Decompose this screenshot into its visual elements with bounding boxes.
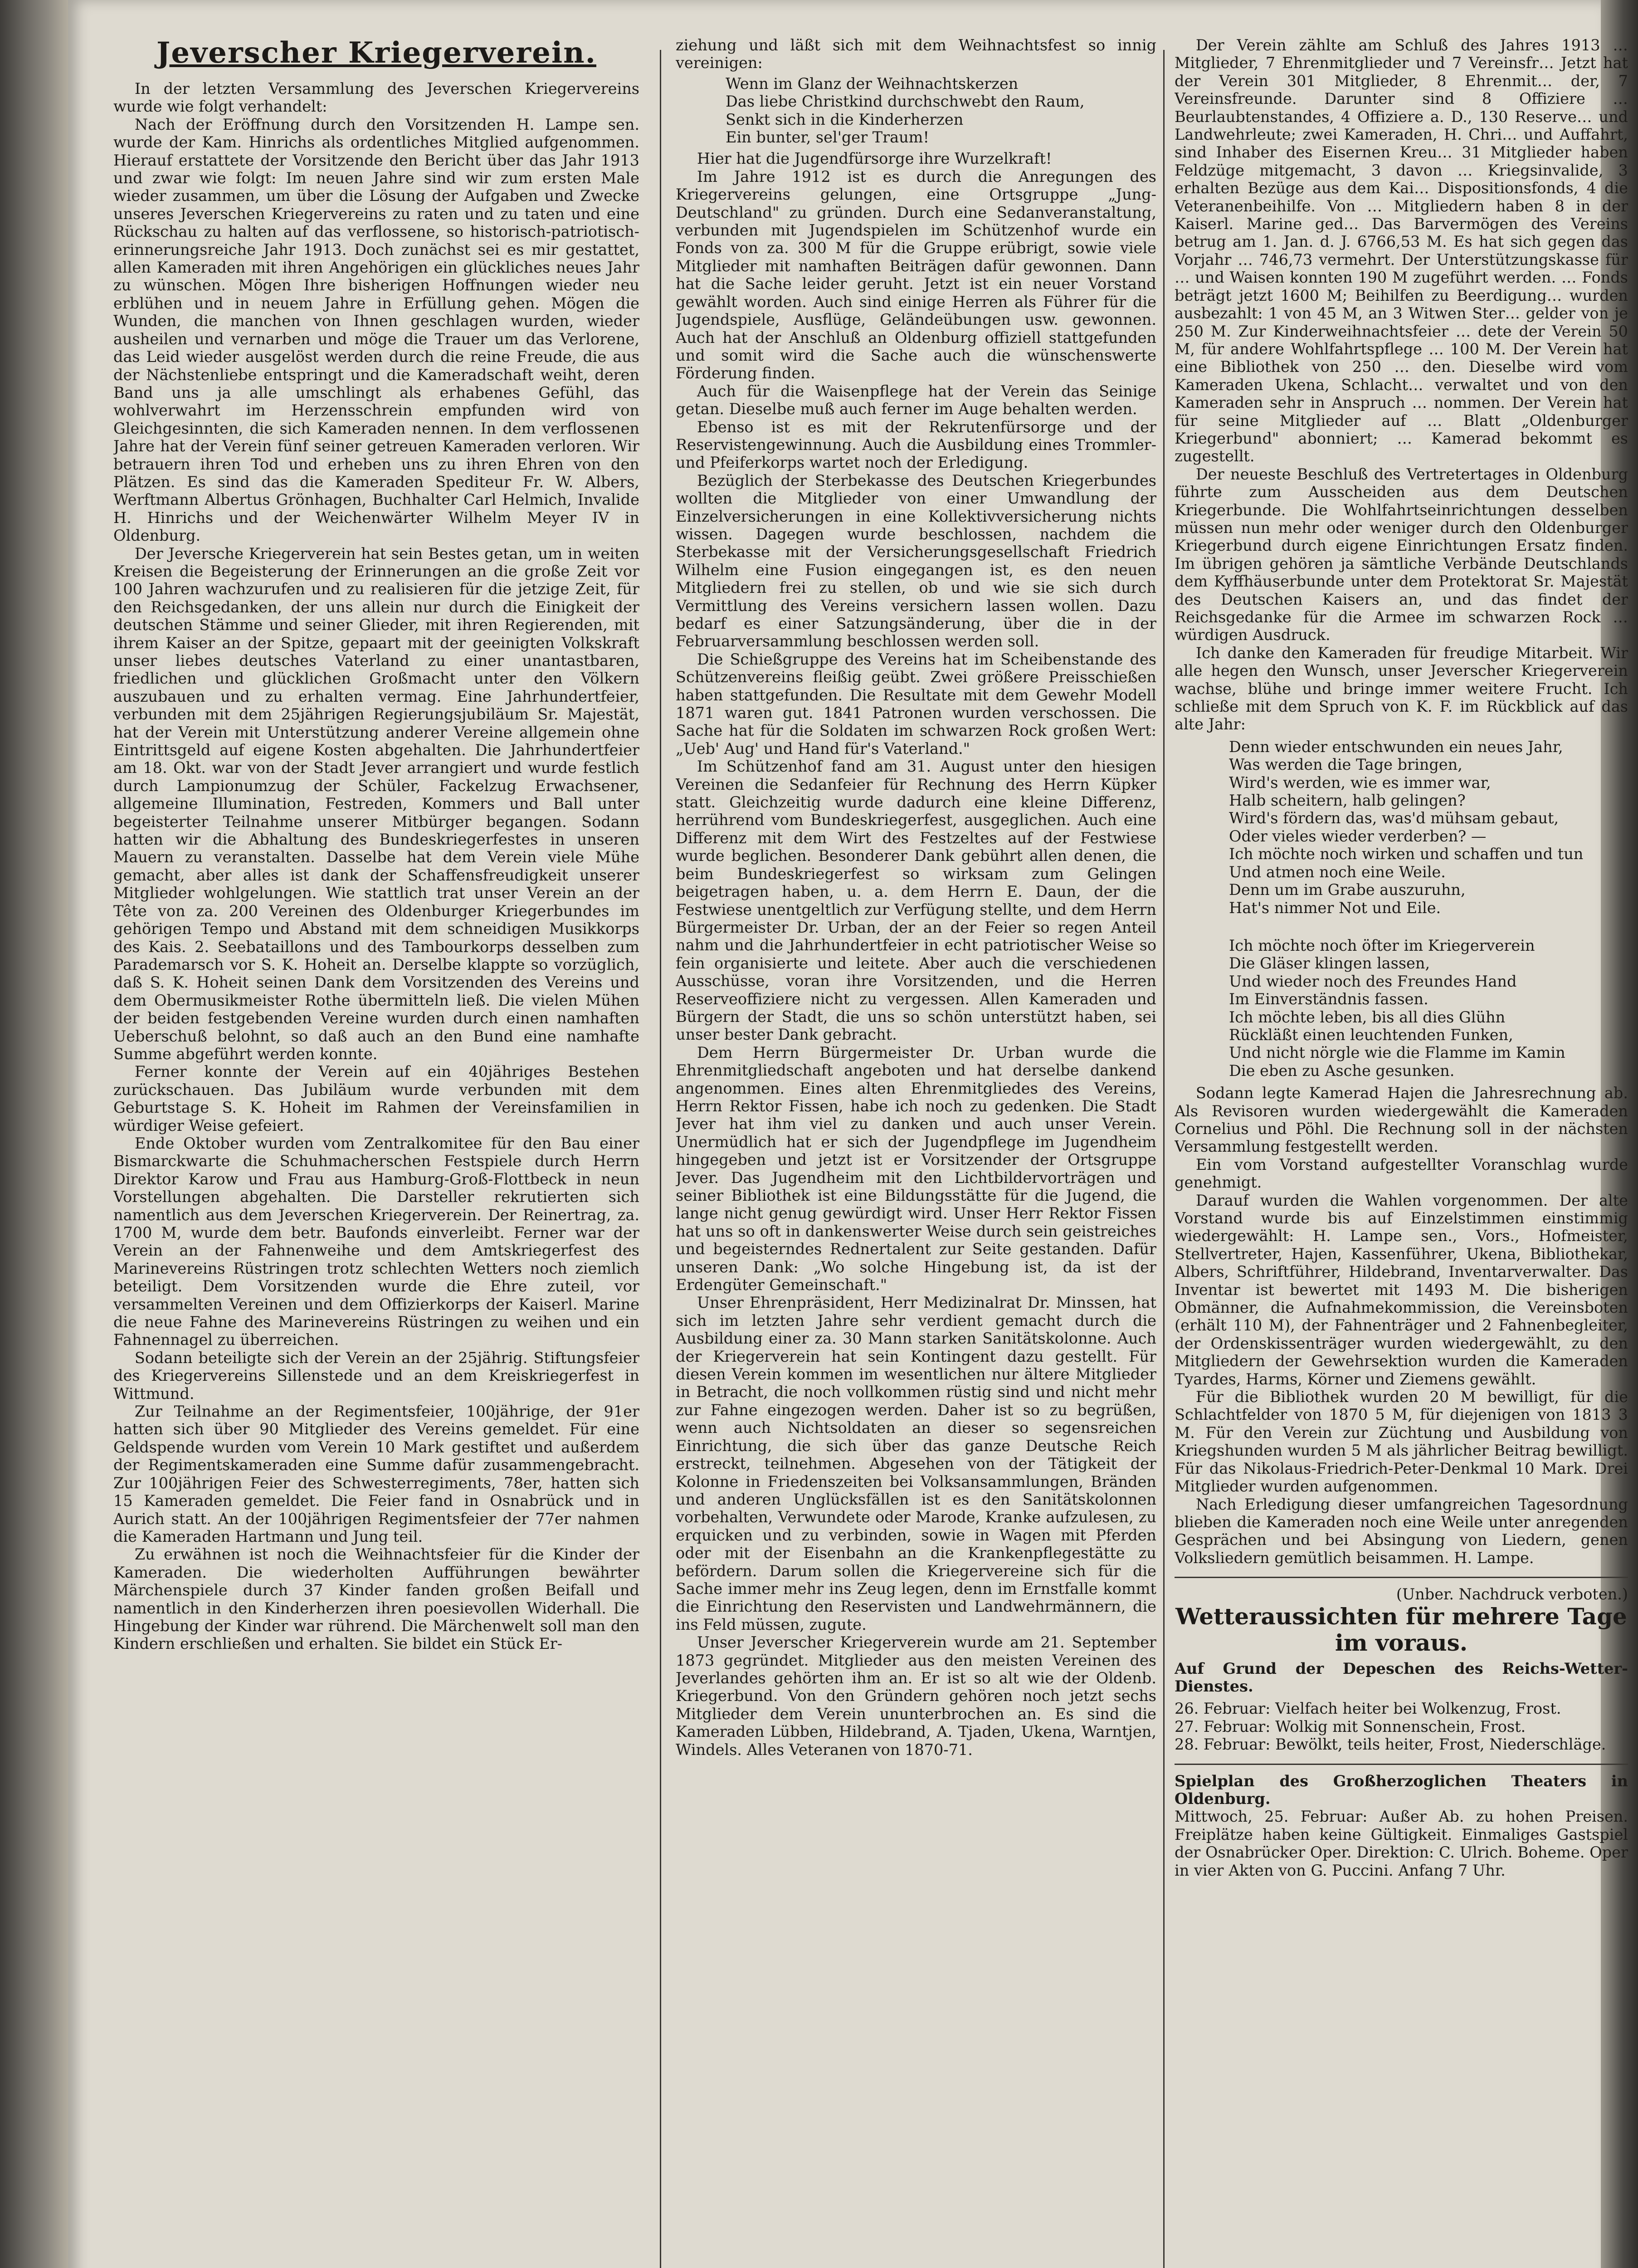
- weather-row: 26. Februar: Vielfach heiter bei Wolkenzug, Frost.: [1175, 1700, 1561, 1718]
- poem: [1229, 937, 1628, 1080]
- paragraph: ziehung und läßt sich mit dem Weihnachtsfest so innig vereinigen:: [676, 36, 1156, 72]
- paragraph: Sodann legte Kamerad Hajen die Jahresrechnung ab. Als Revisoren wurden wiedergewählt die Kameraden Cornelius und Pöhl. Die Rechnung soll in der nächsten Versammlung festgestellt werden.: [1175, 1084, 1628, 1156]
- book-spine: [0, 0, 68, 2268]
- paragraph: Nach Erledigung dieser umfangreichen Tagesordnung blieben die Kameraden noch eine Weile unter anregenden Gesprächen und bei Absingung von Liedern, genen Volksliedern gemütlich beisammen. H. Lampe.: [1175, 1495, 1628, 1567]
- paragraph: Ich danke den Kameraden für freudige Mitarbeit. Wir alle hegen den Wunsch, unser Jeverscher Kriegerverein wachse, blühe und bringe immer weitere Frucht. Ich schließe mit dem Spruch von K. F. im Rückblick auf das alte Jahr:: [1175, 644, 1628, 733]
- column-3: [1175, 36, 1628, 2268]
- poem-line: Das liebe Christkind durchschwebt den Raum,: [726, 93, 1085, 111]
- paragraph: Zur Teilnahme an der Regimentsfeier, 100jährige, der 91er hatten sich über 90 Mitglieder des Vereins gemeldet. Für eine Geldspende wurden vom Verein 10 Mark gestiftet und außerdem der Regimentskameraden eine Summe dafür zusammengebracht. Zur 100jährigen Feier des Schwesterregiments, 78er, hatten sich 15 Kameraden gemeldet. Die Feier fand in Osnabrück und in Aurich statt. An der 100jährigen Regimentsfeier der 77er nahmen die Kameraden Hartmann und Jung teil.: [113, 1403, 639, 1545]
- section-divider: [1175, 1764, 1628, 1765]
- poem-line: Was werden die Tage bringen,: [1229, 756, 1462, 774]
- poem: [726, 75, 1156, 147]
- paragraph: Der neueste Beschluß des Vertretertages in Oldenburg führte zum Ausscheiden aus dem Deutschen Kriegerbunde. Die Wohlfahrtseinrichtungen desselben müssen nun mehr oder weniger durch den Oldenburger Kriegerbund durch eigene Einrichtungen Ersatz finden. Im übrigen gehören ja sämtliche Verbände Deutschlands dem Kyffhäuserbunde unter dem Protektorat Sr. Majestät des Deutschen Kaisers an, und das findet der Reichsgedanke für die Armee im schwarzen Rock … würdigen Ausdruck.: [1175, 465, 1628, 644]
- paragraph: Ein vom Vorstand aufgestellter Voranschlag wurde genehmigt.: [1175, 1155, 1628, 1192]
- poem-line: Halb scheitern, halb gelingen?: [1229, 792, 1466, 810]
- article-title: Jeverscher Kriegerverein.: [156, 36, 596, 70]
- poem-line: Ich möchte noch öfter im Kriegerverein: [1229, 936, 1535, 954]
- poem-line: Rückläßt einen leuchtenden Funken,: [1229, 1026, 1513, 1044]
- paragraph: Der Jeversche Kriegerverein hat sein Bestes getan, um in weiten Kreisen die Begeisterung der Erinnerungen an die große Zeit vor 100 Jahren wachzurufen und zu realisieren für die jetzige Zeit, für den Reichsgedanken, der uns allein nur durch die Einigkeit der deutschen Stämme und seiner Glieder, mit ihren Regierenden, mit ihrem Kaiser an der Spitze, gepaart mit der geeinigten Volkskraft unser liebes deutsches Vaterland zu einer unantastbaren, friedlichen und glücklichen Großmacht unter den Völkern auszubauen und zu erhalten vermag. Eine Jahrhundertfeier, verbunden mit dem 25jährigen Regierungsjubiläum Sr. Majestät, hat der Verein mit Unterstützung anderer Vereine allgemein ohne Eintrittsgeld auf eigene Kosten abgehalten. Die Jahrhundertfeier am 18. Okt. war von der Stadt Jever arrangiert und wurde festlich durch Lampionumzug der Schüler, Fackelzug Erwachsener, allgemeine Illumination, Festreden, Kommers und Ball unter begeisterter Teilnahme unserer Mitbürger begangen. Sodann hatten wir die Abhaltung des Bundeskriegerfestes in unseren Mauern zu veranstalten. Dasselbe hat dem Verein viele Mühe gemacht, aber alles ist dank der Schaffensfreudigkeit unserer Mitglieder wohlgelungen. Wie stattlich trat unser Verein an der Tête von za. 200 Vereinen des Oldenburger Kriegerbundes im gehörigen Tempo und Abstand mit dem schneidigen Musikkorps des Kais. 2. Seebataillons und des Tambourkorps desselben zum Parademarsch vor S. K. Hoheit an. Derselbe klappte so vorzüglich, daß S. K. Hoheit seinen Dank dem Vorsitzenden des Vereins und dem Obermusikmeister Rothe übermitteln ließ. Die vielen Mühen der beiden festgebenden Vereine wurden durch einen namhaften Ueberschuß belohnt, so daß auch an den Bund eine namhafte Summe abgeführt werden konnte.: [113, 544, 639, 1063]
- article-body: [676, 150, 1156, 1759]
- paragraph: Darauf wurden die Wahlen vorgenommen. Der alte Vorstand wurde bis auf Einzelstimmen einstimmig wiedergewählt: H. Lampe sen., Vors., Hofmeister, Stellvertreter, Hajen, Kassenführer, Ukena, Bibliothekar, Albers, Schriftführer, Hildebrand, Inventarverwalter. Das Inventar ist bewertet mit 1493 M. Die bisherigen Obmänner, die Aufnahmekommission, die Vereinsboten (erhält 110 M), der Fahnenträger und 2 Fahnenbegleiter, der Ordenskissenträger wurden wiedergewählt, zu den Mitgliedern der Gewehrsektion wurden die Kameraden Tyardes, Harms, Körner und Ziemens gewählt.: [1175, 1191, 1628, 1388]
- weather-row: 28. Februar: Bewölkt, teils heiter, Frost, Niederschläge.: [1175, 1735, 1606, 1754]
- paragraph: Im Schützenhof fand am 31. August unter den hiesigen Vereinen die Sedanfeier für Rechnung des Herrn Küpker statt. Gleichzeitig wurde dadurch eine kleine Differenz, herrührend vom Bundeskriegerfest, ausgeglichen. Auch eine Differenz mit dem Wirt des Festzeltes auf der Festwiese wurde beglichen. Besonderer Dank gebührt allen denen, die beim Bundeskriegerfest so wirksam zum Gelingen beigetragen haben, u. a. dem Herrn E. Daun, der die Festwiese unentgeltlich zur Verfügung stellte, und dem Herrn Bürgermeister Dr. Urban, der an der Feier so regen Anteil nahm und die Jahrhundertfeier in echt patriotischer Weise so fein organisierte und leitete. Aber auch die verschiedenen Ausschüsse, voran ihre Vorsitzenden, und die Herren Reserveoffiziere nicht zu vergessen. Allen Kameraden und Bürgern der Stadt, die uns so schön unterstützt haben, sei unser bester Dank gebracht.: [676, 758, 1156, 1044]
- paragraph: Ebenso ist es mit der Rekrutenfürsorge und der Reservistengewinnung. Auch die Ausbildung eines Trommler- und Pfeiferkorps wartet noch der Erledigung.: [676, 418, 1156, 472]
- column-rule: [660, 50, 661, 2268]
- poem-line: Und wieder noch des Freundes Hand: [1229, 972, 1517, 990]
- poem-line: Wird's fördern das, was'd mühsam gebaut,: [1229, 809, 1559, 827]
- paragraph: Sodann beteiligte sich der Verein an der 25jährig. Stiftungsfeier des Kriegervereins Sillenstede und an dem Kreiskriegerfest in Wittmund.: [113, 1349, 639, 1403]
- poem-line: Denn um im Grabe auszuruhn,: [1229, 881, 1466, 899]
- poem-line: Die eben zu Asche gesunken.: [1229, 1061, 1455, 1080]
- column-2: [676, 36, 1156, 2268]
- paragraph: Nach der Eröffnung durch den Vorsitzenden H. Lampe sen. wurde der Kam. Hinrichs als ordentliches Mitglied aufgenommen. Hierauf erstattete der Vorsitzende den Bericht über das Jahr 1913 und zwar wie folgt: Im neuen Jahre sind wir zum ersten Male wieder zusammen, um über die Lösung der Aufgaben und Zwecke unseres Jeverschen Kriegervereins zu raten und zu taten und eine Rückschau zu halten auf das verflossene, so historisch-patriotisch-erinnerungsreiche Jahr 1913. Doch zunächst sei es mir gestattet, allen Kameraden mit ihren Angehörigen ein glückliches neues Jahr zu wünschen. Mögen Ihre bisherigen Hoffnungen wieder neu erblühen und in neuem Jahre in Erfüllung gehen. Mögen die Wunden, die manchen von Ihnen geschlagen wurden, wieder ausheilen und vernarben und möge die Trauer um das Verlorene, das Leid wieder ausgelöst werden durch die reine Freude, die aus der Nächstenliebe entspringt und die Kameradschaft weiht, deren Band uns ja alle umschlingt als erhabenes Gefühl, das wohlverwahrt im Herzensschrein empfunden wird von Gleichgesinnten, die sich Kameraden nennen. In dem verflossenen Jahre hat der Verein fünf seiner getreuen Kameraden verloren. Wir betrauern ihren Tod und erheben uns zu ihren Ehren von den Plätzen. Es sind das die Kameraden Spediteur Fr. W. Albers, Werftmann Albertus Grönhagen, Buchhalter Carl Helmich, Invalide H. Hinrichs und der Weichenwärter Wilhelm Meyer IV in Oldenburg.: [113, 115, 639, 545]
- paragraph: Ferner konnte der Verein auf ein 40jähriges Bestehen zurückschauen. Das Jubiläum wurde verbunden mit dem Geburtstage S. K. Hoheit im Rahmen der Vereinsfamilien in würdiger Weise gefeiert.: [113, 1063, 639, 1134]
- paragraph: Auch für die Waisenpflege hat der Verein das Seinige getan. Dieselbe muß auch ferner im Auge behalten werden.: [676, 382, 1156, 418]
- paragraph: Unser Jeverscher Kriegerverein wurde am 21. September 1873 gegründet. Mitglieder aus den meisten Vereinen des Jeverlandes gehörten ihm an. Er ist so alt wie der Oldenb. Kriegerbund. Von den Gründern gehören noch jetzt sechs Mitglieder dem Verein ununterbrochen an. Es sind die Kameraden Lübben, Hildebrand, A. Tjaden, Ukena, Warntjen, Windels. Alles Veteranen von 1870-71.: [676, 1633, 1156, 1759]
- paragraph: Dem Herrn Bürgermeister Dr. Urban wurde die Ehrenmitgliedschaft angeboten und hat derselbe dankend angenommen. Eines alten Ehrenmitgliedes des Vereins, Herrn Rektor Fissen, habe ich noch zu gedenken. Die Stadt Jever hat ihm viel zu danken und auch unser Verein. Unermüdlich hat er sich der Jugendpflege im Jugendheim hingegeben und jetzt ist er Vorsitzender der Ortsgruppe Jever. Das Jugendheim mit den Lichtbildervorträgen und seiner Bibliothek ist eine Bildungsstätte für die Jugend, die lange nicht genug gewürdigt wird. Unser Herr Rektor Fissen hat uns so oft in dankenswerter Weise durch sein geistreiches und begeisterndes Rednertalent zur Seite gestanden. Dafür unseren Dank: „Wo solche Hingebung ist, da ist der Erdengüter Gemeinschaft.": [676, 1043, 1156, 1294]
- paragraph: Für die Bibliothek wurden 20 M bewilligt, für die Schlachtfelder von 1870 5 M, für diejenigen von 1813 3 M. Für den Verein zur Züchtung und Ausbildung von Kriegshunden wurden 5 M als jährlicher Beitrag bewilligt. Für das Nikolaus-Friedrich-Peter-Denkmal 10 Mark. Drei Mitglieder wurden aufgenommen.: [1175, 1388, 1628, 1496]
- poem-line: Wenn im Glanz der Weihnachtskerzen: [726, 74, 1019, 93]
- paragraph: Der Verein zählte am Schluß des Jahres 1913 … Mitglieder, 7 Ehrenmitglieder und 7 Vereinsfr… Jetzt hat der Verein 301 Mitglieder, 8 Ehrenmit… der, 7 Vereinsfreunde. Darunter sind 8 Offiziere … Beurlaubtenstandes, 4 Offiziere a. D., 130 Reserve… und Landwehrleute; zwei Kameraden, H. Chri… und Auffahrt, sind Inhaber des Eisernen Kreu… 31 Mitglieder haben Feldzüge mitgemacht, 3 davon … Kriegsinvalide, 3 erhalten Bezüge aus dem Kai… Dispositionsfonds, 4 die Veteranenbeihilfe. Von … Mitgliedern haben 8 in der Kaiserl. Marine ged… Das Barvermögen des Vereins betrug am 1. Jan. d. J. 6766,53 M. Es hat sich gegen das Vorjahr … 746,73 vermehrt. Der Unterstützungskasse für … und Waisen konnten 190 M zugeführt werden. … Fonds beträgt jetzt 1600 M; Beihilfen zu Beerdigung… wurden ausbezahlt: 1 von 45 M, an 3 Witwen Ster… gelder von je 250 M. Zur Kinderweihnachtsfeier … dete der Verein 50 M, für andere Wohlfahrtspflege … 100 M. Der Verein hat eine Bibliothek von 250 … den. Dieselbe wird vom Kameraden Ukena, Schlacht… verwaltet und von den Kameraden sehr in Anspruch … nommen. Der Verein hat für seine Mitglieder auf … Blatt „Oldenburger Kriegerbund" abonniert; … Kamerad bekommt es zugestellt.: [1175, 36, 1628, 465]
- poem-line: Wird's werden, wie es immer war,: [1229, 773, 1491, 792]
- poem-line: Ich möchte noch wirken und schaffen und tun: [1229, 845, 1584, 863]
- poem-line: Ich möchte leben, bis all dies Glühn: [1229, 1008, 1506, 1026]
- paragraph: Zu erwähnen ist noch die Weihnachtsfeier für die Kinder der Kameraden. Die wiederholten Aufführungen bewährter Märchenspiele durch 37 Kinder fanden großen Beifall und namentlich in den Kinderherzen ihren poesievollen Widerhall. Die Hingebung der Kinder war rührend. Die Märchenwelt soll man den Kindern erschließen und erhalten. Sie bildet ein Stück Er-: [113, 1545, 639, 1653]
- column-1: [113, 36, 639, 2268]
- paragraph: In der letzten Versammlung des Jeverschen Kriegervereins wurde wie folgt verhandelt:: [113, 80, 639, 116]
- section-divider: [1175, 1577, 1628, 1578]
- poem-line: Denn wieder entschwunden ein neues Jahr,: [1229, 738, 1563, 756]
- paragraph: Bezüglich der Sterbekasse des Deutschen Kriegerbundes wollten die Mitglieder von einer Umwandlung der Einzelversicherungen in eine Kollektivversicherung nichts wissen. Dagegen wurde beschlossen, nachdem die Sterbekasse mit der Versicherungsgesellschaft Friedrich Wilhelm eine Fusion eingegangen ist, es den neuen Mitgliedern frei zu stellen, ob und wie sie sich durch Vermittlung des Vereins versichern lassen wollen. Dazu bedarf es einer Satzungsänderung, über die in der Februarversammlung beschlossen werden soll.: [676, 471, 1156, 650]
- column-rule: [1163, 50, 1165, 2268]
- poem: [1229, 738, 1628, 917]
- paragraph: Ende Oktober wurden vom Zentralkomitee für den Bau einer Bismarckwarte die Schuhmacherschen Festspiele durch Herrn Direktor Karow und Frau aus Hamburg-Groß-Flottbeck in neun Vorstellungen abgehalten. Die Darsteller rekrutierten sich namentlich aus dem Jeverschen Kriegerverein. Der Reinertrag, za. 1700 M, wurde dem betr. Baufonds einverleibt. Ferner war der Verein an der Fahnenweihe und dem Amtskriegerfest des Marinevereins Rüstringen trotz schlechten Wetters noch ziemlich beteiligt. Dem Vorsitzenden wurde die Ehre zuteil, vor versammelten Vereinen und dem Offizierkorps der Kaiserl. Marine die neue Fahne des Marinevereins Rüstringen zu weihen und ein Fahnennagel zu überreichen.: [113, 1134, 639, 1349]
- article-body: [1175, 36, 1628, 733]
- weather-subtitle: Auf Grund der Depeschen des Reichs-Wetter-Dienstes.: [1175, 1659, 1628, 1695]
- article-body: [1175, 1084, 1628, 1567]
- poem-line: Senkt sich in die Kinderherzen: [726, 110, 964, 128]
- copyright-note: (Unber. Nachdruck verboten.): [1396, 1585, 1628, 1603]
- weather-title: Wetteraussichten für mehrere Tage im voraus.: [1175, 1603, 1627, 1656]
- theater-title: Spielplan des Großherzoglichen Theaters in Oldenburg.: [1175, 1772, 1628, 1808]
- paragraph: Die Schießgruppe des Vereins hat im Scheibenstande des Schützenvereins fleißig geübt. Zwei größere Preisschießen haben stattgefunden. Die Resultate mit dem Gewehr Modell 1871 waren gut. 1841 Patronen wurden verschossen. Die Sache hat für die Soldaten im schwarzen Rock großen Wert: „Ueb' Aug' und Hand für's Vaterland.": [676, 650, 1156, 758]
- weather-forecast: [1175, 1700, 1628, 1753]
- paragraph: Im Jahre 1912 ist es durch die Anregungen des Kriegervereins gelungen, eine Ortsgruppe „Jung-Deutschland" zu gründen. Durch eine Sedanveranstaltung, verbunden mit Jugendspielen im Schützenhof wurde ein Fonds von za. 300 M für die Gruppe erübrigt, sowie viele Mitglieder mit namhaften Beiträgen dafür gewonnen. Dann hat die Sache leider geruht. Jetzt ist ein neuer Vorstand gewählt worden. Auch sind einige Herren als Führer für die Jugendspiele, Ausflüge, Geländeübungen usw. gewonnen. Auch hat der Anschluß an Oldenburg offiziell stattgefunden und somit wird die Sache auch die wünschenswerte Förderung finden.: [676, 167, 1156, 382]
- paragraph: Hier hat die Jugendfürsorge ihre Wurzelkraft!: [697, 150, 1052, 168]
- theater-program: Mittwoch, 25. Februar: Außer Ab. zu hohen Preisen. Freiplätze haben keine Gültigkeit. Einmaliges Gastspiel der Osnabrücker Oper. Direktion: C. Ulrich. Boheme. Oper in vier Akten von G. Puccini. Anfang 7 Uhr.: [1175, 1808, 1628, 1879]
- poem-line: Ein bunter, sel'ger Traum!: [726, 128, 929, 147]
- poem-line: Und nicht nörgle wie die Flamme im Kamin: [1229, 1044, 1565, 1062]
- poem-line: Und atmen noch eine Weile.: [1229, 863, 1446, 881]
- poem-line: Hat's nimmer Not und Eile.: [1229, 899, 1441, 917]
- poem-line: Die Gläser klingen lassen,: [1229, 954, 1430, 973]
- weather-row: 27. Februar: Wolkig mit Sonnenschein, Frost.: [1175, 1717, 1526, 1735]
- poem-line: Im Einverständnis fassen.: [1229, 990, 1428, 1008]
- article-body: [113, 80, 639, 1653]
- poem-line: Oder vieles wieder verderben? —: [1229, 827, 1487, 845]
- paragraph: Unser Ehrenpräsident, Herr Medizinalrat Dr. Minssen, hat sich im letzten Jahre sehr verdient gemacht durch die Ausbildung einer za. 30 Mann starken Sanitätskolonne. Auch der Kriegerverein hat sein Kontingent dazu gestellt. Für diesen Verein kommen im wesentlichen nur ältere Mitglieder in Betracht, die noch vollkommen rüstig sind und nicht mehr zur Fahne eingezogen werden. Daher ist so zu begrüßen, wenn auch Nichtsoldaten an dieser so segensreichen Einrichtung, die sich über das ganze Deutsche Reich erstreckt, teilnehmen. Abgesehen von der Tätigkeit der Kolonne in Friedenszeiten bei Volksansammlungen, Bränden und anderen Unglücksfällen ist es den Sanitätskolonnen vorbehalten, Verwundete oder Marode, Kranke aufzulesen, zu erquicken und zu verbinden, sowie in Wagen mit Pferden oder mit der Eisenbahn an die Krankenpflegestätte zu befördern. Darum sollen die Kriegervereine sich für die Sache immer mehr ins Zeug legen, denn im Ernstfalle kommt die Einrichtung den Reservisten und Landwehrmännern, die ins Feld müssen, zugute.: [676, 1294, 1156, 1633]
